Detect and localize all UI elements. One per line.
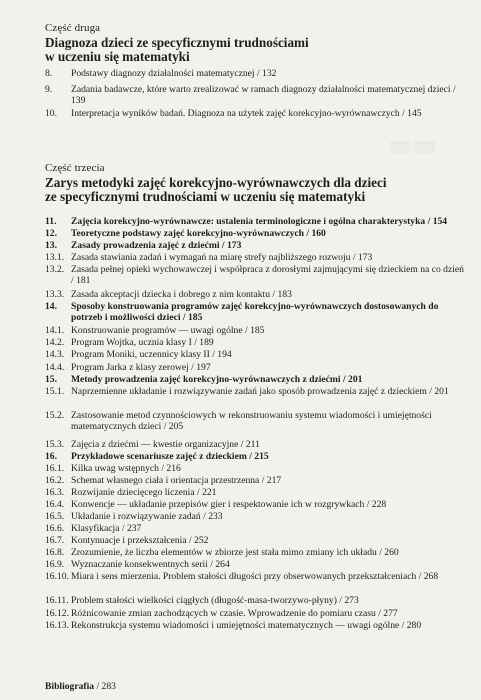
entry-text: Kontynuacje i przekształcenia / 252	[71, 535, 209, 546]
toc-entry[interactable]	[45, 595, 467, 606]
entry-text: Klasyfikacja / 237	[71, 523, 142, 534]
toc-entry[interactable]	[45, 289, 467, 300]
entry-text: Zasada pełnej opieki wychowawczej i współpraca z dorosłymi zajmującymi się dzieckiem na co dzień / 181	[71, 264, 464, 287]
entry-page: 215	[254, 451, 269, 462]
entry-text: Rekonstrukcja systemu wiadomości i umiejętności matematycznych — uwagi ogólne / 280	[71, 620, 422, 631]
toc-entry[interactable]	[45, 362, 467, 373]
entry-number: 16.9.	[45, 559, 65, 570]
entry-page: 185	[187, 312, 203, 324]
entry-page: 160	[311, 228, 326, 239]
toc-entry[interactable]	[45, 499, 467, 510]
entry-title: Przykładowe scenariusze zajęć z dzieckiem	[71, 451, 247, 462]
entry-text: Teoretyczne podstawy zajęć korekcyjno-wyrównawczych / 160	[71, 228, 326, 239]
entry-title: Zajęcia korekcyjno-wyrównawcze: ustalenia terminologiczne i ogólna charakterystyka	[71, 216, 426, 227]
entry-text: Interpretacja wyników badań. Diagnoza na użytek zajęć korekcyjno-wyrównawczych / 145	[71, 108, 422, 119]
bibliography-page: 283	[101, 681, 116, 692]
entry-title: Podstawy diagnozy działalności matematycznej	[71, 68, 255, 79]
part3-title-line-2: ze specyficznymi trudnościami w uczeniu się matematyki	[45, 189, 366, 204]
entry-number: 16.5.	[45, 511, 65, 522]
toc-entry[interactable]	[45, 535, 467, 546]
toc-entry[interactable]	[45, 559, 467, 570]
entry-number: 16.2.	[45, 475, 65, 486]
entry-page: 228	[371, 499, 387, 510]
toc-entry[interactable]	[45, 240, 467, 251]
entry-number: 16.11.	[45, 595, 69, 606]
part3-label: Część trzecia	[45, 162, 105, 174]
entry-title: Zasada akceptacji dziecka i dobrego z nim kontaktu	[71, 289, 270, 300]
entry-number: 16.12.	[45, 608, 69, 619]
entry-text: Zastosowanie metod czynnościowych w rekonstruowaniu systemu wiadomości i umiejętności matematycznych dzieci / 205	[71, 410, 432, 433]
entry-number: 15.2.	[45, 410, 65, 421]
entry-number: 16.4.	[45, 499, 65, 510]
entry-page: 252	[194, 535, 209, 546]
entry-number: 9.	[45, 84, 53, 95]
entry-text: Program Jarka z klasy zerowej / 197	[71, 362, 211, 373]
entry-text: Kilka uwag wstępnych / 216	[71, 463, 181, 474]
entry-number: 16.3.	[45, 487, 65, 498]
toc-entry[interactable]	[45, 349, 467, 360]
entry-title: Zajęcia z dziećmi — kwestie organizacyjne	[71, 439, 239, 450]
entry-number: 14.3.	[45, 349, 65, 360]
entry-text: Konstruowanie programów — uwagi ogólne / 185	[71, 325, 265, 336]
entry-number: 16.1.	[45, 463, 65, 474]
entry-number: 14.1.	[45, 325, 65, 336]
entry-number: 16.7.	[45, 535, 65, 546]
part2-title-line-1: Diagnoza dzieci ze specyficznymi trudnościami	[45, 35, 309, 50]
entry-page: 217	[266, 475, 282, 486]
entry-title: Program Jarka z klasy zerowej	[71, 362, 189, 373]
entry-title: Schemat własnego ciała i orientacja przestrzenna	[71, 475, 260, 486]
entry-page: 211	[245, 439, 260, 450]
entry-page: 173	[226, 240, 242, 251]
entry-page: 183	[277, 289, 292, 300]
entry-page: 233	[208, 511, 223, 522]
entry-page: 260	[384, 547, 399, 558]
entry-title: Zasady prowadzenia zajęć z dziećmi	[71, 240, 220, 251]
toc-entry[interactable]	[45, 571, 467, 582]
toc-entry[interactable]	[45, 68, 467, 79]
entry-number: 13.	[45, 240, 57, 251]
toc-entry[interactable]	[45, 337, 467, 348]
entry-title: Zastosowanie metod czynnościowych w rekonstruowaniu systemu wiadomości i umiejętności matematycznych dzieci	[71, 410, 432, 433]
entry-title: Program Moniki, uczennicy klasy II	[71, 349, 210, 360]
bleed-through-text: ▒▒▒ ▒▒▒	[390, 142, 436, 153]
entry-title: Interpretacja wyników badań. Diagnoza na użytek zajęć korekcyjno-wyrównawczych	[71, 108, 400, 119]
entry-number: 16.8.	[45, 547, 65, 558]
toc-entry[interactable]	[45, 439, 467, 450]
entry-number: 10.	[45, 108, 57, 119]
entry-page: 201	[434, 386, 449, 397]
toc-entry[interactable]	[45, 410, 467, 433]
toc-entry[interactable]	[45, 84, 467, 107]
entry-title: Zrozumienie, że liczba elementów w zbiorze jest stała mimo zmiany ich układu	[71, 547, 377, 558]
entry-number: 16.	[45, 451, 57, 462]
entry-number: 16.10.	[45, 571, 69, 582]
entry-title: Teoretyczne podstawy zajęć korekcyjno-wyrównawczych	[71, 228, 304, 239]
toc-entry[interactable]	[45, 301, 467, 324]
entry-text: Miara i sens mierzenia. Problem stałości długości przy obserwowanych przekształceniach / 268	[71, 571, 439, 582]
entry-title: Wyznaczanie konsekwentnych serii	[71, 559, 208, 570]
entry-page: 132	[262, 68, 277, 79]
entry-page: 189	[199, 337, 214, 348]
entry-page: 181	[76, 275, 91, 287]
entry-number: 14.	[45, 301, 57, 312]
entry-page: 273	[344, 595, 359, 606]
toc-entry[interactable]	[45, 228, 467, 239]
entry-title: Zasada pełnej opieki wychowawczej i współpraca z dorosłymi zajmującymi się dzieckiem na co dzień	[71, 264, 464, 275]
entry-title: Metody prowadzenia zajęć korekcyjno-wyrównawczych z dziećmi	[71, 374, 341, 385]
entry-page: 201	[348, 374, 363, 385]
entry-title: Sposoby konstruowania programów zajęć korekcyjno-wyrównawczych dostosowanych do potrzeb i możliwości dzieci	[71, 301, 439, 324]
toc-entry[interactable]	[45, 547, 467, 558]
entry-title: Klasyfikacja	[71, 523, 120, 534]
toc-entry[interactable]	[45, 252, 467, 263]
entry-text: Zrozumienie, że liczba elementów w zbiorze jest stała mimo zmiany ich układu / 260	[71, 547, 399, 558]
entry-title: Naprzemienne układanie i rozwiązywanie zadań jako sposób prowadzenia zajęć z dzieckiem	[71, 386, 427, 397]
entry-number: 13.2.	[45, 264, 65, 275]
toc-entry[interactable]	[45, 216, 467, 227]
entry-text: Zasady prowadzenia zajęć z dziećmi / 173	[71, 240, 242, 251]
entry-text: Zajęcia korekcyjno-wyrównawcze: ustalenia terminologiczne i ogólna charakterystyka / 154	[71, 216, 448, 227]
part2-label: Część druga	[45, 22, 101, 34]
entry-title: Zasada stawiania zadań i wymagań na miarę strefy najbliższego rozwoju	[71, 252, 351, 263]
entry-number: 12.	[45, 228, 57, 239]
toc-entry[interactable]	[45, 511, 467, 522]
entry-title: Problem stałości wielkości ciągłych (długość-masa-tworzywo-płyny)	[71, 595, 337, 606]
entry-text: Program Moniki, uczennicy klasy II / 194	[71, 349, 232, 360]
entry-title: Konwencje — układanie przepisów gier i respektowanie ich w rozgrywkach	[71, 499, 365, 510]
entry-number: 15.1.	[45, 386, 65, 397]
entry-number: 15.3.	[45, 439, 65, 450]
entry-title: Różnicowanie zmian zachodzących w czasie. Wprowadzenie do pomiaru czasu	[71, 608, 376, 619]
entry-number: 15.	[45, 374, 57, 385]
toc-entry[interactable]	[45, 463, 467, 474]
entry-text: Zasada akceptacji dziecka i dobrego z nim kontaktu / 183	[71, 289, 292, 300]
entry-number: 13.1.	[45, 252, 65, 263]
toc-entry[interactable]	[45, 487, 467, 498]
entry-title: Miara i sens mierzenia. Problem stałości długości przy obserwowanych przekształceniach	[71, 571, 417, 582]
entry-text: Sposoby konstruowania programów zajęć korekcyjno-wyrównawczych dostosowanych do potrzeb i możliwości dzieci / 185	[71, 301, 439, 324]
entry-page: 173	[357, 252, 373, 263]
entry-text: Przykładowe scenariusze zajęć z dzieckiem / 215	[71, 451, 269, 462]
entry-page: 216	[166, 463, 181, 474]
bibliography-entry[interactable]: Bibliografia / 283	[45, 681, 116, 692]
entry-page: 145	[407, 108, 422, 119]
entry-page: 154	[432, 216, 448, 227]
entry-page: 185	[250, 325, 265, 336]
entry-text: Metody prowadzenia zajęć korekcyjno-wyrównawczych z dziećmi / 201	[71, 374, 363, 385]
entry-page: 280	[406, 620, 422, 631]
entry-text: Schemat własnego ciała i orientacja przestrzenna / 217	[71, 475, 282, 486]
entry-text: Zajęcia z dziećmi — kwestie organizacyjne / 211	[71, 439, 260, 450]
entry-title: Kontynuacje i przekształcenia	[71, 535, 187, 546]
toc-entry[interactable]	[45, 264, 467, 287]
entry-page: 237	[126, 523, 142, 534]
toc-entry[interactable]	[45, 386, 467, 397]
toc-entry[interactable]	[45, 325, 467, 336]
entry-number: 16.13.	[45, 620, 69, 631]
entry-page: 264	[215, 559, 230, 570]
entry-text: Różnicowanie zmian zachodzących w czasie. Wprowadzenie do pomiaru czasu / 277	[71, 608, 398, 619]
entry-page: 221	[202, 487, 217, 498]
toc-entry[interactable]	[45, 475, 467, 486]
entry-page: 194	[217, 349, 232, 360]
entry-number: 11.	[45, 216, 57, 227]
entry-text: Rozwijanie dziecięcego liczenia / 221	[71, 487, 217, 498]
toc-entry[interactable]	[45, 451, 467, 462]
entry-title: Układanie i rozwiązywanie zadań	[71, 511, 201, 522]
entry-text: Wyznaczanie konsekwentnych serii / 264	[71, 559, 230, 570]
entry-page: 277	[383, 608, 398, 619]
entry-text: Naprzemienne układanie i rozwiązywanie zadań jako sposób prowadzenia zajęć z dzieckiem / 201	[71, 386, 449, 397]
toc-entry[interactable]	[45, 523, 467, 534]
entry-text: Zadania badawcze, które warto zrealizować w ramach diagnozy działalności matematycznej dzieci / 139	[71, 84, 456, 107]
entry-text: Układanie i rozwiązywanie zadań / 233	[71, 511, 223, 522]
entry-page: 139	[71, 95, 86, 107]
entry-number: 16.6.	[45, 523, 65, 534]
entry-number: 14.4.	[45, 362, 65, 373]
part3-title-line-1: Zarys metodyki zajęć korekcyjno-wyrównawczych dla dzieci	[45, 175, 387, 190]
bibliography-label: Bibliografia	[45, 681, 95, 692]
entry-number: 14.2.	[45, 337, 65, 348]
entry-page: 268	[423, 571, 439, 582]
part2-title-line-2: w uczeniu się matematyki	[45, 49, 190, 64]
entry-page: 205	[168, 421, 184, 433]
entry-title: Rekonstrukcja systemu wiadomości i umiejętności matematycznych — uwagi ogólne	[71, 620, 400, 631]
entry-title: Program Wojtka, ucznia klasy I	[71, 337, 192, 348]
entry-title: Kilka uwag wstępnych	[71, 463, 159, 474]
entry-number: 8.	[45, 68, 53, 79]
toc-entry[interactable]	[45, 620, 467, 631]
entry-text: Podstawy diagnozy działalności matematycznej / 132	[71, 68, 277, 79]
entry-text: Konwencje — układanie przepisów gier i respektowanie ich w rozgrywkach / 228	[71, 499, 387, 510]
entry-text: Zasada stawiania zadań i wymagań na miarę strefy najbliższego rozwoju / 173	[71, 252, 373, 263]
toc-entry[interactable]	[45, 608, 467, 619]
entry-text: Problem stałości wielkości ciągłych (długość-masa-tworzywo-płyny) / 273	[71, 595, 359, 606]
toc-entry[interactable]	[45, 108, 467, 119]
entry-text: Program Wojtka, ucznia klasy I / 189	[71, 337, 214, 348]
entry-title: Rozwijanie dziecięcego liczenia	[71, 487, 195, 498]
entry-number: 13.3.	[45, 289, 65, 300]
toc-entry[interactable]	[45, 374, 467, 385]
entry-title: Zadania badawcze, które warto zrealizować w ramach diagnozy działalności matematycznej dzieci	[71, 84, 451, 95]
entry-title: Konstruowanie programów — uwagi ogólne	[71, 325, 243, 336]
entry-page: 197	[196, 362, 211, 373]
